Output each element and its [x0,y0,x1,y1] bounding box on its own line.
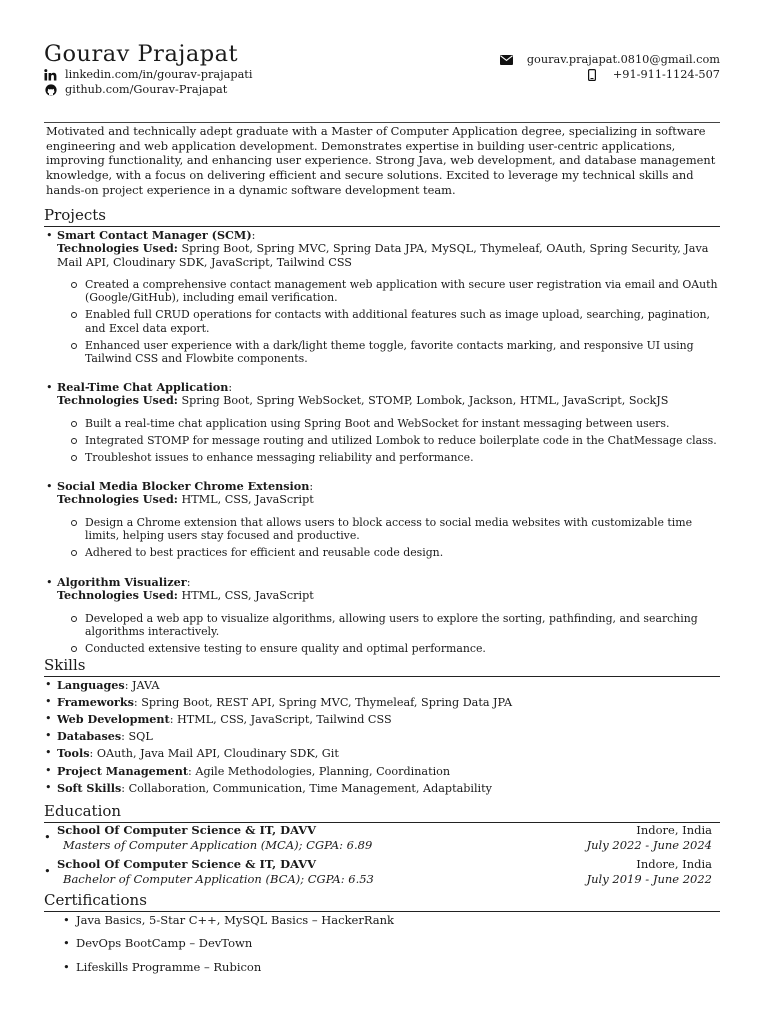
bullet: • [45,677,52,691]
professional-summary: Motivated and technically adept graduate with a Master of Computer Application degree, specializing in software engineering and web application development. Demonstrates expertise in building user-centric applications, improving functionality, and enhancing user experience. Strong Java, web development, and database management knowledge, with a focus on delivering efficient and secure solutions. Excited to leverage my technical skills and hands-on project experience in a dynamic software development team. [44,122,720,198]
skill-value: Spring Boot, REST API, Spring MVC, Thymeleaf, Spring Data JPA [141,695,513,709]
project-name: Social Media Blocker Chrome Extension [57,478,310,493]
project-tech: Spring Boot, Spring WebSocket, STOMP, Lombok, Jackson, HTML, JavaScript, SockJS [181,394,669,408]
project-tech: Spring Boot, Spring MVC, Spring Data JPA, MySQL, Thymeleaf, OAuth, Spring Security, Java Mail API, Cloudinary SDK, JavaScript, Tailwind CSS [57,242,709,269]
project-tech: HTML, CSS, JavaScript [181,493,314,507]
project-point: Adhered to best practices for efficient and reusable code design. [71,546,720,559]
tech-label: Technologies Used: [57,241,178,256]
skill-label: Databases [57,729,122,744]
project-point: Developed a web app to visualize algorithms, allowing users to explore the sorting, pathfinding, and searching algorithms interactively. [71,612,720,638]
degree: Bachelor of Computer Application (BCA); CGPA: 6.53 [63,871,374,886]
certification-item [44,960,720,984]
project-point: Created a comprehensive contact management web application with secure user registration via email and OAuth (Google/GitHub), including email verification. [71,278,720,304]
project-header: • Smart Contact Manager (SCM): Technologies Used: Spring Boot, Spring MVC, Spring Data JPA, MySQL, Thymeleaf, OAuth, Spring Security, Java Mail API, Cloudinary SDK, JavaScript, Tailwind CSS [46,227,709,269]
email-link[interactable]: gourav.prajapat.0810@gmail.com [526,53,720,66]
project-header: • Algorithm Visualizer: Technologies Used: HTML, CSS, JavaScript [46,574,314,603]
contact-details [500,52,720,82]
school-name: School Of Computer Science & IT, DAVV [57,822,317,837]
skill-value: SQL [128,730,153,744]
education-dates: July 2022 - June 2024 [586,837,712,852]
bullet: • [46,479,53,493]
skill-value: OAuth, Java Mail API, Cloudinary SDK, Git [96,747,339,761]
skill-value: JAVA [132,678,160,692]
linkedin-line[interactable] [44,67,252,82]
project-name: Real-Time Chat Application [57,379,229,394]
resume-page [44,40,720,983]
mobile-phone-icon [586,68,599,81]
skill-row: • Frameworks: Spring Boot, REST API, Spring MVC, Thymeleaf, Spring Data JPA [45,694,513,709]
project-point: Integrated STOMP for message routing and utilized Lombok to reduce boilerplate code in the ChatMessage class. [71,434,720,447]
education-heading: Education [44,801,122,820]
tech-label: Technologies Used: [57,588,178,603]
education-dates: July 2019 - June 2022 [586,871,712,886]
bullet: • [46,380,53,394]
github-link[interactable]: github.com/Gourav-Prajapat [65,83,228,96]
project-point: Conducted extensive testing to ensure quality and optimal performance. [71,642,720,655]
skill-label: Web Development [57,711,170,726]
phone-line[interactable] [500,67,720,82]
education-entry [44,823,720,857]
projects-heading: Projects [44,205,106,224]
certification-text: Lifeskills Programme – Rubicon [76,959,262,974]
bullet: • [45,746,52,760]
certification-text: Java Basics, 5-Star C++, MySQL Basics – HackerRank [76,912,395,927]
school-name: School Of Computer Science & IT, DAVV [57,856,317,871]
project-item [44,576,720,656]
github-line[interactable] [44,82,252,97]
education-entry [44,857,720,891]
bullet: • [63,936,70,951]
project-tech: HTML, CSS, JavaScript [181,589,314,603]
bullet: • [45,780,52,794]
certification-item [44,913,720,937]
section-divider [44,911,720,912]
skill-label: Project Management [57,763,189,778]
bullet: • [46,575,53,589]
school-location: Indore, India [636,856,712,871]
skill-value: Agile Methodologies, Planning, Coordination [195,764,451,778]
bullet: • [44,829,51,844]
section-divider [44,226,720,227]
envelope-icon [500,53,513,66]
education-meta [587,857,712,887]
project-points [44,417,720,465]
bullet: • [45,763,52,777]
project-name: Algorithm Visualizer [57,574,187,589]
skill-row: • Databases: SQL [45,729,153,744]
project-points [44,278,720,365]
tech-label: Technologies Used: [57,492,178,507]
bullet: • [46,228,53,242]
bullet: • [63,912,70,927]
tech-label: Technologies Used: [57,393,178,408]
project-item [44,381,720,480]
skill-row: • Web Development: HTML, CSS, JavaScript, Tailwind CSS [45,711,392,726]
school-location: Indore, India [636,822,712,837]
linkedin-link[interactable]: linkedin.com/in/gourav-prajapati [65,68,253,81]
project-point: Enhanced user experience with a dark/light theme toggle, favorite contacts marking, and responsive UI using Tailwind CSS and Flowbite components. [71,339,720,365]
resume-header [44,40,720,102]
project-header: • Social Media Blocker Chrome Extension: Technologies Used: HTML, CSS, JavaScript [46,478,314,507]
skill-value: HTML, CSS, JavaScript, Tailwind CSS [177,712,392,726]
skill-label: Tools [57,746,90,761]
email-line[interactable] [500,52,720,67]
degree: Masters of Computer Application (MCA); CGPA: 6.89 [63,837,373,852]
bullet: • [44,863,51,878]
project-points [44,516,720,560]
skill-row: • Soft Skills: Collaboration, Communication, Time Management, Adaptability [45,780,492,795]
phone-number[interactable]: +91-911-1124-507 [612,68,720,81]
skill-label: Soft Skills [57,780,122,795]
skill-row: • Languages: JAVA [45,677,160,692]
github-icon [44,83,57,96]
projects-section [44,229,720,656]
certification-text: DevOps BootCamp – DevTown [76,936,253,951]
skill-label: Frameworks [57,694,134,709]
contact-links [44,67,252,97]
project-point: Built a real-time chat application using Spring Boot and WebSocket for instant messaging between users. [71,417,720,430]
bullet: • [45,729,52,743]
education-meta [587,823,712,853]
project-point: Enabled full CRUD operations for contacts with additional features such as image upload, searching, pagination, and Excel data export. [71,308,720,334]
project-item [44,480,720,576]
bullet: • [45,711,52,725]
project-point: Design a Chrome extension that allows users to block access to social media websites with customizable time limits, helping users stay focused and productive. [71,516,720,542]
project-name: Smart Contact Manager (SCM) [57,227,252,242]
project-point: Troubleshot issues to enhance messaging reliability and performance. [71,451,720,464]
candidate-name: Gourav Prajapat [44,41,239,67]
skills-heading: Skills [44,655,86,674]
project-points [44,612,720,656]
certifications-section [44,913,720,984]
skill-row: • Tools: OAuth, Java Mail API, Cloudinary SDK, Git [45,746,339,761]
project-item [44,229,720,381]
project-header: • Real-Time Chat Application: Technologies Used: Spring Boot, Spring WebSocket, STOMP, Lombok, Jackson, HTML, JavaScript, SockJS [46,379,669,408]
skill-row: • Project Management: Agile Methodologies, Planning, Coordination [45,763,451,778]
linkedin-icon [44,68,57,81]
certifications-heading: Certifications [44,890,147,909]
bullet: • [45,694,52,708]
skill-label: Languages [57,677,125,692]
education-section [44,823,720,891]
bullet: • [63,959,70,974]
skill-value: Collaboration, Communication, Time Management, Adaptability [128,781,492,795]
skills-section [44,677,720,797]
certification-item [44,936,720,960]
